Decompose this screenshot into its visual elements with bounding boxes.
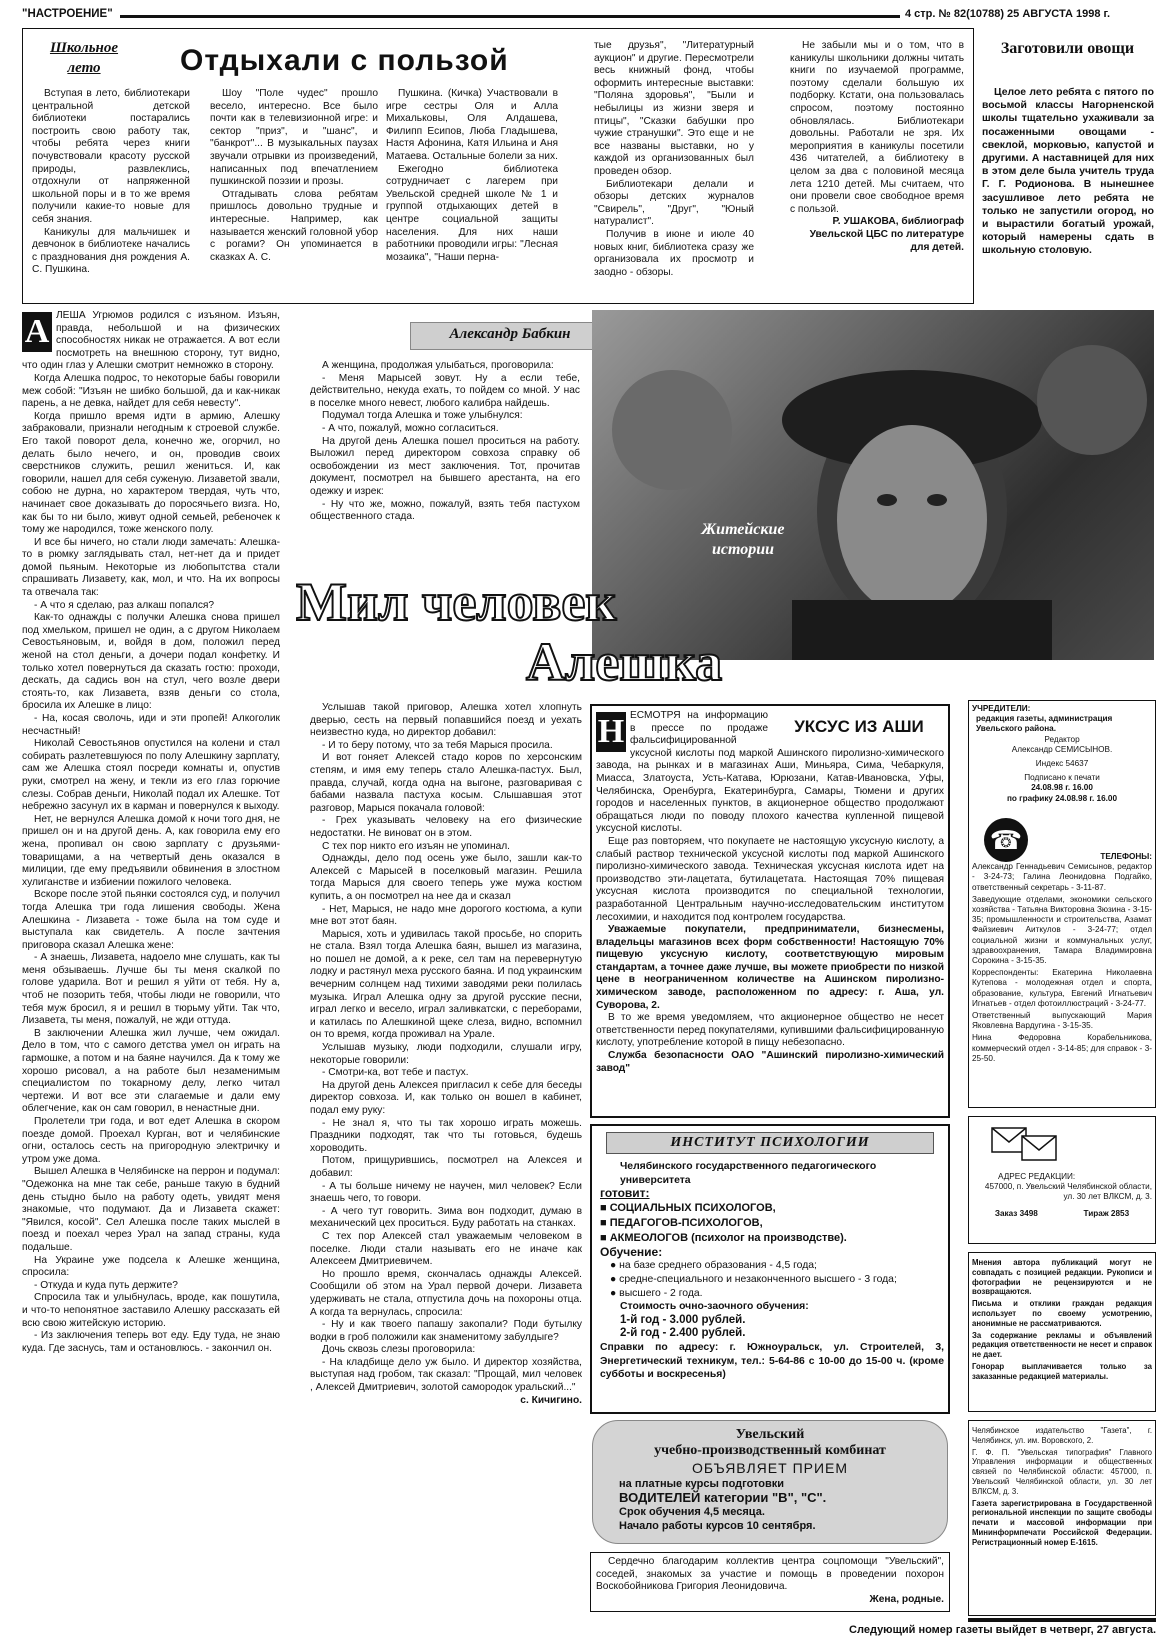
uvelsky-details — [593, 1477, 947, 1533]
paragraph: Дочь сквозь слезы проговорила: — [322, 1344, 476, 1356]
paragraph: И все бы ничего, но стали люди замечать: Алешка-то в рюмку заглядывать стал, нет-нет да и придет домой пьяным. Некоторые из любопытства стали спрашивать Лизавету, как, мол, и что. На их вопросы та отвечала так: — [22, 536, 280, 599]
paragraph: Вступая в лето, библиотекари центральной детской библиотеки постарались построить свою работу так, чтобы ребята через книги почувствовали красоту русской природы, развлеклись, отдохнули от напряженной школьной поры и в то же время получили какие-то новые для себя знания. — [32, 88, 190, 225]
main-story-dropcap: А — [22, 312, 52, 352]
institute-trains-label: готовит: — [600, 1186, 650, 1201]
paragraph: Но прошло время, скончалась однажды Алексей. Сообщили об этом на Урал первой дочери. Лизавета удерживать не стала, отпустила дочь на похороны отца. А когда та вернулась, спросила: — [310, 1268, 582, 1318]
paragraph: И вот гоняет Алексей стадо коров по херсонским степям, и имя ему теперь стало Алешка-пастух. Был, правда, случай, когда одна на выгоне, разговаривая с бабами назвала пастуха косым. Слышавшая этот разговор, Марыся покачала головой: — [310, 752, 582, 814]
list-item-text: АКМЕОЛОГОВ (психолог на производстве). — [609, 1231, 847, 1244]
paragraph: Однажды, дело под осень уже было, зашли как-то Алексей с Марысей в поселковый магазин. Решила тогда Марыся для своего теперь уже мужа костюм купить, а он посмотрел на нее да и сказал — [310, 853, 582, 902]
masthead-signed-date: 24.08.98 г. 16.00 — [1031, 783, 1093, 793]
main-story-author: Александр Бабкин — [449, 326, 571, 342]
rubric-line-1: Житейские — [701, 521, 785, 538]
thanks-body: Сердечно благодарим коллектив центра соцпомощи "Увельский", соседей, знакомых за участие и помощь в проведении похорон Воскобойникова Григория Леонидовича. — [596, 1556, 944, 1593]
list-item-text: ПЕДАГОГОВ-ПСИХОЛОГОВ, — [609, 1216, 763, 1229]
publisher-entry: Г. Ф. П. "Увельская типография" Главного Управления информации и общественных связей по Челябинской области: 457000, п. Увельский Челябинской области, ул. 30 лет ВЛКСМ, д. 3. — [972, 1447, 1152, 1496]
institute-banner: ИНСТИТУТ ПСИХОЛОГИИ — [606, 1132, 934, 1154]
list-item-text: СОЦИАЛЬНЫХ ПСИХОЛОГОВ, — [609, 1201, 776, 1214]
paragraph: С тех пор никто его изъян не упоминал. — [322, 840, 511, 852]
envelope-icon — [990, 1124, 1060, 1164]
main-story-col-2 — [310, 702, 582, 1638]
paragraph: Еще раз повторяем, что покупаете не настоящую уксусную кислоту, а слабый раствор технической уксусной кислоты под маркой Ашинского пиролизно-химического завода. Техническая уксусная кислота идет на производство эти-лацетата, бутилацетата. Настоящая 70% пищевая уксусная кислота производится по специальной технологии, разработанной Центральным научно-исследовательским институтом лесохимии, и находится под контролем государства. — [596, 835, 944, 923]
uvelsky-line-1: на платные курсы подготовки — [619, 1478, 785, 1490]
top-article-col-2 — [210, 88, 378, 300]
main-story-col-2-top — [310, 360, 580, 570]
institute-cost-title: Стоимость очно-заочного обучения: — [620, 1301, 809, 1313]
disclaimers — [972, 1258, 1152, 1408]
paragraph: Не забыли мы и о том, что в каникулы школьники должны читать книги по изучаемой программе, поэтому сделали большую их подборку. Кстати, она пользовалась спросом, поэтому постоянно обновлялась. Библиотекари довольны. Работали не зря. Их мероприятия в каникулы посетили 436 читателей, а библиотеку в целом за два с половиной месяца лета 1210 детей. Мы считаем, что они провели свое свободное время с пользой. — [790, 40, 964, 215]
masthead-phone-entry: Ответственный выпускающий Мария Яковлевна Вардугина - 3-15-35. — [972, 1011, 1152, 1031]
order-number: Заказ 3498 — [994, 1208, 1038, 1218]
paragraph: Получив в июне и июле 40 новых книг, библиотека сразу же организовала их просмотр и заодно - обзоры. — [594, 228, 754, 278]
paragraph: Услышав музыку, люди подходили, слушали игру, некоторые говорили: — [310, 1042, 582, 1066]
paragraph: ЛЕША Угрюмов родился с изъяном. Изъян, правда, небольшой и на физических способностях никак не отражается. А вот если посмотреть на внешнюю сторону, тут видно, что один глаз у Алешки смотрит немножко в сторону. — [22, 310, 280, 372]
paragraph: На Украине уже подсела к Алешке женщина, спросила: — [22, 1254, 280, 1279]
paragraph: ЕСМОТРЯ на информацию в прессе по продаже фальсифицированной уксусной кислоты под маркой Ашинского пиролизно-химического завода, на рынках и в магазинах Аши, Миньяра, Сима, Чебаркуля, Миасса, Златоуста, Усть-Катава, Юрюзани, Катав-Ивановска, Уфы, Челябинска, Оренбурга, Екатеринбурга, Самары, Тюмени и других городов и населенных пунктов, в акционерное общество продолжают обращаться люди по поводу плохого качества купленной пищевой уксусной кислоты. — [596, 710, 944, 835]
masthead-phones-label: ТЕЛЕФОНЫ: — [1100, 852, 1152, 861]
institute-study-list — [600, 1259, 944, 1300]
main-story-rubric — [668, 520, 818, 560]
paragraph: Ежегодно библиотека сотрудничает с лагерем при Увельской средней школе № 1 и группой отдыхающих детей в центре социальной защиты населения. Для них наши работники проводили игры: "Лесная мозаика", "Наши перна- — [386, 163, 558, 263]
rubric-line-1: Школьное — [49, 40, 119, 56]
paragraph: Потом, прищурившись, посмотрел на Алексея и добавил: — [310, 1155, 582, 1179]
publisher-info — [972, 1426, 1152, 1612]
thanks-signature: Жена, родные. — [869, 1593, 944, 1605]
paragraph: - Грех указывать человеку на его физические недостатки. Не виноват он в этом. — [310, 815, 582, 839]
paragraph: - А что я сделаю, раз алкаш попался? — [34, 599, 215, 611]
list-item: ■ СОЦИАЛЬНЫХ ПСИХОЛОГОВ, — [600, 1201, 776, 1214]
paragraph: - Ну что же, можно, пожалуй, взять тебя пастухом общественного стада. — [310, 498, 580, 523]
paragraph: А женщина, продолжая улыбаться, проговорила: — [322, 360, 554, 371]
vinegar-dropcap: Н — [597, 713, 625, 750]
list-item-text: высшего - 2 года. — [619, 1287, 703, 1299]
main-story-title — [296, 572, 856, 698]
disclaimer: Мнения автора публикаций могут не совпадать с позицией редакции. Рукописи и фотографии не рецензируются и не возвращаются. — [972, 1258, 1152, 1297]
uvelsky-announce: ОБЪЯВЛЯЕТ ПРИЕМ — [691, 1460, 849, 1476]
paragraph: Библиотекари делали и обзоры детских журналов "Свирель", "Друг", "Юный натуралист". — [594, 178, 754, 228]
paragraph: - Меня Марысей зовут. Ну а если тебе, действительно, некуда ехать, то пойдем со мной. У нас в поселке много невест, любого калибра найдешь. — [310, 372, 580, 409]
paragraph: Отгадывать слова ребятам пришлось довольно трудные и интересные. Например, как называется женский головной убор с рогами? Он упоминается в сказках А. С. — [210, 188, 378, 263]
side-article-text — [982, 86, 1154, 304]
institute-study-label: Обучение: — [600, 1244, 663, 1259]
paragraph: тые друзья", "Литературный аукцион" и другие. Пересмотрели весь книжный фонд, чтобы оформить интересные выставки: "Поляна здоровья", "Были и небылицы из жизни зверя и птицы", "Сказки бабушки про чужие странушки". Это еще и не все названы выставки, но у каждой из организованных был проведен обзор. — [594, 40, 754, 177]
paragraph: - А знаешь, Лизавета, надоело мне слушать, как ты меня обзываешь. Лучше бы ты меня скалкой по голове ударила. Вот и решил я уйти от тебя. Ну а, чтоб не позорить тебя, чтобы люди не говорили, что тебя муж бросил, я и решил в тюрьму уйти. Так что, Лизавета, ты меня, пожалуй, не жди оттуда. — [22, 952, 280, 1027]
masthead-phone-entry: Нина Федоровна Корабельникова, коммерческий отдел - 3-14-85; для справок - 3-25-50. — [972, 1033, 1152, 1063]
disclaimer: Письма и отклики граждан редакция использует по своему усмотрению, анонимные не рассматриваются. — [972, 1299, 1152, 1328]
masthead-schedule: по графику 24.08.98 г. 16.00 — [1006, 793, 1118, 803]
paragraph: Шоу "Поле чудес" прошло весело, интересно. Все было почти как в телевизионной игре: и сектор "приз", и "шанс", и "банкрот"... В музыкальных паузах звучали отрывки из произведений, написанных под впечатлением пушкинской поэзии и прозы. — [210, 88, 378, 188]
paragraph: На другой день Алексея пригласил к себе для беседы директор совхоза. И, как только он вошел в кабинет, подал ему руку: — [310, 1079, 582, 1116]
disclaimer: За содержание рекламы и объявлений редакция ответственности не несет и справок не дает. — [972, 1330, 1152, 1360]
list-item: ● высшего - 2 года. — [610, 1287, 703, 1299]
paragraph: - На, косая сволочь, иди и эти пропей! Алкоголик несчастный! — [22, 713, 280, 737]
top-article-col-5 — [790, 40, 964, 300]
thanks-text — [596, 1556, 944, 1610]
paragraph: Марыся, хоть и удивилась такой просьбе, но спорить не стала. Взял тогда Алешка баян, вышел из магазина, но пошел не домой, а к реке, сел там на перевернутую лодку и растянул меха русского баяна. И под украинским вечерним солнцем над тихими заводями реки полилась музыка. Играл Алешка одну за другой русские песни, играл легко и весело, играл заливкатски, с переборами, и катилась по Алешкиной щеке слеза, видно, вспомнил он то время, когда проживал на Урале. — [310, 928, 582, 1041]
paragraph: Пушкина. (Кичка) Участвовали в игре сестры Оля и Алла Михальковы, Оля Алдашева, Филипп Есипов, Люба Гладышева, Настя Афонина, Катя Ильина и Аня Матаева. Остальные болели за них. — [386, 88, 558, 162]
institute-university: Челябинского государственного педагогического университета — [620, 1161, 877, 1186]
paragraph: - А что, пожалуй, можно согласиться. — [322, 422, 499, 434]
paragraph: Спросила так и улыбнулась, вроде, как пошутила, и что-то непонятное заставило Алешку рассказать ей всю свою житейскую историю. — [22, 1292, 280, 1329]
paragraph: - И то беру потому, что за тебя Марыся просила. — [322, 739, 553, 751]
paragraph: Когда Алешка подрос, то некоторые бабы говорили меж собой: "Изъян не шибко большой, да и как-никак парень, а не девка, найдет для себя невесту". — [22, 372, 280, 410]
list-item: ■ ПЕДАГОГОВ-ПСИХОЛОГОВ, — [600, 1216, 763, 1229]
address-text — [972, 1172, 1152, 1242]
uvelsky-line-4: Начало работы курсов 10 сентября. — [619, 1520, 816, 1532]
paragraph: Нет, не вернулся Алешка домой к ночи того дня, не пришел он и на другой день. А, как говорила ему его жена, пропивал он свою зарплату с друзьями-товарищами, а на четвертый день оказался в милиции, где ему предъявили обвинения в злостном хулиганстве и избиении пожилого человека. — [22, 813, 280, 888]
paragraph: Целое лето ребята с пятого по восьмой классы Нагорненской школы тщательно ухаживали за посаженными овощами - свеклой, морковью, капустой и другими. А наставницей для них в этом деле была учитель труда Г. Г. Родионова. В нынешнее засушливое лето ребята не только не запустили огород, но и вырастили богатый урожай, который намерены сдать в школьную столовую. — [982, 87, 1154, 257]
list-item: ■ АКМЕОЛОГОВ (психолог на производстве). — [600, 1231, 847, 1244]
paragraph: В заключении Алешка жил лучше, чем ожидал. Дело в том, что с самого детства умел он играть на гармошке, а потом и на баяне научился. Да к тому же хорошо рисовал, а на работе был незаменимым специалистом по токарному делу, легко читал чертежи. И вот все эти слагаемые и дали ему облегчение, как он сам говорил, в ненастные дни. — [22, 1027, 280, 1115]
masthead-phones — [972, 852, 1152, 1104]
masthead-phone-entry: Заведующие отделами, экономики сельского хозяйства - Татьяна Викторовна Зюзина - 3-15-35; промышленности и строительства, Азамат Файзиевич Аиткулов - 3-24-77; отдел социальной жизни и коммунальных услуг, здравоохранения, Тамара Владимировна Сорокина - 3-15-35. — [972, 894, 1152, 966]
uvelsky-name-2: учебно-производственный комбинат — [654, 1443, 886, 1458]
title-line-2: Алешка — [526, 632, 723, 692]
list-item-text: средне-специального и незаконченного высшего - 3 года; — [619, 1273, 897, 1285]
main-story-col-1 — [22, 310, 280, 1640]
paragraph: - А чего тут говорить. Зима вон подходит, думаю в механический цех проситься. Буду работать на станках. — [310, 1205, 582, 1230]
list-item: ● на базе среднего образования - 4,5 года; — [610, 1260, 817, 1272]
paragraph: Вскоре после этой пьянки состоялся суд, и получил тогда Алешка три года лишения свободы. Жена Алешкина - Лизавета - тоже была на том суде и выступала как свидетель. А после зачтения приговора сказал Алешка жене: — [22, 889, 280, 951]
publisher-entry: Челябинское издательство "Газета", г. Челябинск, ул. им. Воровского, 2. — [972, 1426, 1152, 1445]
circulation: Тираж 2853 — [1083, 1208, 1130, 1218]
top-article-rubric — [34, 38, 134, 82]
paragraph: На другой день Алешка пошел проситься на работу. Выложил перед директором совхоза справку об освобождении из мест заключения. Тот, прочитав документ, посмотрел на бывшего арестанта, на его одежку и изрек: — [310, 435, 580, 497]
main-story-signature: с. Кичигино. — [520, 1394, 582, 1406]
institute-trains-list — [600, 1201, 944, 1246]
top-article-col-3 — [386, 88, 558, 300]
disclaimer: Гонорар выплачивается только за заказанные редакцией материалы. — [972, 1361, 1152, 1381]
masthead-founders: редакция газеты, администрация Увельского района. — [976, 714, 1113, 734]
uvelsky-line-2: ВОДИТЕЛЕЙ категории "В", "С". — [619, 1490, 827, 1505]
footer-next-issue: Следующий номер газеты выйдет в четверг, 27 августа. — [849, 1624, 1156, 1636]
uvelsky-name-1: Увельский — [735, 1427, 805, 1442]
vinegar-signature: Служба безопасности ОАО "Ашинский пиролизно-химический завод" — [596, 1050, 944, 1074]
masthead-signed: Подписано к печати — [1024, 773, 1100, 783]
paragraph: - Ну и как твоего папашу закопали? Поди бутылку водки в гроб положили как знаменитому забулдыге? — [310, 1319, 582, 1343]
footer-rule — [968, 1618, 1156, 1622]
header-rule — [120, 15, 900, 18]
paragraph: - Смотри-ка, вот тебе и пастух. — [322, 1067, 469, 1079]
paragraph: Вышел Алешка в Челябинске на перрон и подумал: "Одежонка на мне так себе, раньше такую в будний день стыдно было на работу одеть, увидят меня знакомые, что подумают. Да и Лизавета скажет: "Явился, косой". Сел Алешка после таких мыслей в поезд и поехал через Урал на запад страны, куда подальше. — [22, 1166, 280, 1253]
paragraph: Когда пришло время идти в армию, Алешку забраковали, признали негодным к строевой службе. Его такой поворот дела, конечно же, огорчил, но делать было нечего, и он, проводив своих сверстников служить, решил жениться. И, как говорили, нашел для себя суженую. Лизаветой звали, собою не дурна, но характером твердая, чуть что, начинает свое доказывать до поросячьего визга. Но, как бы то ни было, живут одной семьей, ребеночек к тому же народился, тоже женского полу. — [22, 410, 280, 536]
publisher-entry: Газета зарегистрирована в Государственной региональной инспекции по защите свободы печати и массовой информации при Мининформпечати Российской Федерации. Регистрационный номер Е-1615. — [972, 1498, 1152, 1547]
vinegar-bold-paragraph: Уважаемые покупатели, предприниматели, бизнесмены, владельцы магазинов всех форм собственности! Настоящую 70% пищевую уксусную кислоту, соответствующую мировым стандартам, а точнее даже лучше, вы можете приобрести по низкой цене в неограниченном количестве на Ашинском пиролизно-химическом заводе, расположенном по адресу: г. Аша, ул. Суворова, 2. — [596, 924, 944, 1011]
paragraph: - Нет, Марыся, не надо мне дорогого костюма, а купи мне вот этот баян. — [310, 903, 582, 928]
list-item-text: на базе среднего образования - 4,5 года; — [619, 1260, 817, 1272]
uvelsky-ad — [592, 1420, 948, 1544]
rubric-line-2: лето — [67, 60, 101, 76]
list-item: ● средне-специального и незаконченного высшего - 3 года; — [610, 1273, 897, 1285]
header-paper-name: "НАСТРОЕНИЕ" — [22, 8, 113, 20]
paragraph: - Из заключения теперь вот еду. Еду туда, не знаю куда. Где заснусь, там и остановлюсь. - закончил он. — [22, 1330, 280, 1354]
paragraph: С тех пор Алексей стал уважаемым человеком в поселке. Люди стали называть его не иначе как Алексеем Дмитриевичем. — [310, 1230, 582, 1268]
top-article-signature: Р. УШАКОВА, библиограф Увельской ЦБС по литературе для детей. — [809, 216, 964, 253]
masthead-phone-entry: Александр Геннадьевич Семисынов, редактор - 3-24-73; Галина Леонидовна Подгайко, ответственный секретарь - 3-11-87. — [972, 862, 1152, 892]
masthead-editor: Александр СЕМИСЫНОВ. — [1011, 744, 1113, 754]
title-line-1: Мил человек — [296, 572, 617, 632]
vinegar-title: УКСУС ИЗ АШИ — [794, 717, 924, 736]
uvelsky-line-3: Срок обучения 4,5 месяца. — [619, 1506, 765, 1518]
institute-contacts: Справки по адресу: г. Южноуральск, ул. Строителей, 3, Энергетический техникум, тел.: 5-64-86 с 10-00 до 15-00 ч. (кроме субботы и воскресенья) — [600, 1341, 944, 1381]
rubric-line-2: истории — [711, 541, 775, 558]
side-article-title: Заготовили овощи — [1000, 40, 1135, 57]
masthead-phone-entry: Корреспонденты: Екатерина Николаевна Кутепова - молодежная отдел и спорта, образование, культура, Евгений Игнатьевич Игнатьев - отдел фотоиллюстраций - 3-24-77. — [972, 968, 1152, 1008]
paragraph: - На кладбище дело уж было. И директор хозяйства, выступая над гробом, так сказал: "Прощай, мил человек , Алексей Дмитриевич, золотой самородок уральский..." — [310, 1356, 582, 1394]
masthead-top — [972, 704, 1152, 824]
masthead-index: Индекс 54637 — [1035, 759, 1089, 769]
paragraph: Николай Севостьянов опустился на колени и стал собирать разлетевшуюся по полу Алешкину зарплату, сам же Алешка стоял посреди комнаты и, опустив руки, смотрел на жену, и текли из его глаз горючие слезы. Собрав деньги, Николай подал их Алешке. Тот небрежно засунул их в карман и повернулся к выходу. — [22, 738, 280, 813]
address-label: АДРЕС РЕДАКЦИИ: — [998, 1172, 1076, 1181]
telephone-icon: ☎ — [984, 818, 1028, 862]
address-value: 457000, п. Увельский Челябинской области, ул. 30 лет ВЛКСМ, д. 3. — [984, 1182, 1152, 1202]
paragraph: Услышав такой приговор, Алешка хотел хлопнуть дверью, сесть на первый попавшийся поезд и уехать неизвестно куда, но директор добавил: — [310, 702, 582, 739]
paragraph: - Откуда и куда путь держите? — [34, 1279, 178, 1291]
paragraph: Пролетели три года, и вот едет Алешка в скором поезде домой. Проехал Курган, вот и челябинские огни, осталось сесть на пригородную электричку и утром уже дома. — [22, 1116, 280, 1165]
paragraph: Каникулы для мальчишек и девчонок в библиотеке начались с празднования дня рождения А. С. Пушкина. — [32, 226, 190, 276]
print-info — [972, 1209, 1152, 1219]
institute-cost-1: 1-й год - 3.000 рублей. — [620, 1313, 746, 1326]
paragraph: Подумал тогда Алешка и тоже улыбнулся: — [322, 410, 523, 422]
top-article-col-4 — [594, 40, 754, 300]
paragraph: - Не знал я, что ты так хорошо играть можешь. Праздники подходят, так что ты готовься, будешь хороводить. — [310, 1117, 582, 1154]
header-issue-line: 4 стр. № 82(10788) 25 АВГУСТА 1998 г. — [905, 8, 1111, 20]
envelope-icon-graphic — [990, 1124, 1060, 1164]
top-article-col-1 — [32, 88, 190, 300]
masthead-editor-label: Редактор — [1044, 734, 1080, 744]
institute-content — [600, 1160, 944, 1410]
paragraph: В то же время уведомляем, что акционерное общество не несет ответственности перед покупателями, купившими фальсифицированную кислоту, употребление которой в пищу небезопасно. — [596, 1012, 944, 1049]
paragraph: - А ты больше ничему не научен, мил человек? Если знаешь чего, то говори. — [310, 1180, 582, 1205]
vinegar-text — [596, 710, 944, 1114]
paragraph: Как-то однажды с получки Алешка снова пришел под хмельком, пришел не один, а с другом Николаем Севостьяновым, и, войдя в дом, положил перед женой на стол деньги, а дочери подал конфетку. И только хотел повернуться да сказать гостю: проходи, дескать, да садись вон на стул, чего возле двери стоять-то, как Лизавета, взяв деньги со стола, бросила их Алешке в лицо: — [22, 612, 280, 712]
institute-cost-2: 2-й год - 2.400 рублей. — [620, 1327, 746, 1340]
masthead-founders-label: УЧРЕДИТЕЛИ: — [972, 704, 1031, 713]
top-article-title: Отдыхали с пользой — [180, 44, 509, 77]
